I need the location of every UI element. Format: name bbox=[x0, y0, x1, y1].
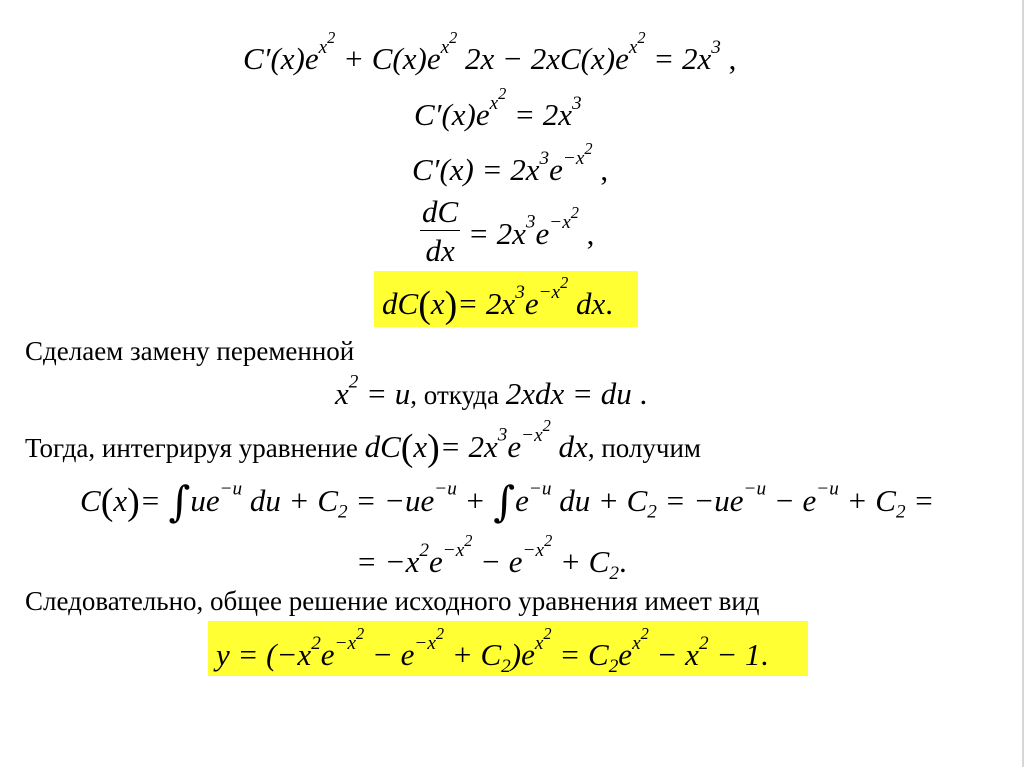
integral-sign-1: ∫ bbox=[168, 477, 191, 526]
conclusion-text: Следовательно, общее решение исходного уравнения имеет вид bbox=[25, 586, 760, 616]
equation-2: $C'(x)e^{x^2} = 2x^3$ bbox=[414, 84, 582, 133]
integrate-inline-equation: $dC(x)= 2x^3e^{-x^2}$ dx bbox=[364, 416, 588, 470]
fraction-dc-dx: $\frac{dC}{dx}$ bbox=[422, 194, 459, 268]
equation-6: $x^2 = u$, откуда 2xdx = du . bbox=[335, 371, 648, 411]
equation-8: = $-x^2e^{-x^2} - e^{-x^2} + C_2$. bbox=[356, 531, 627, 584]
equation-4: $\frac{dC}{dx}$ = $2x^3e^{-x^2}$ , bbox=[422, 194, 595, 268]
equation-5: $dC(x)= 2x^3e^{-x^2}$ dx. bbox=[382, 273, 613, 327]
integrate-intro: Тогда, интегрируя уравнение bbox=[25, 433, 365, 464]
integral-sign-2: ∫ bbox=[493, 477, 516, 526]
integrate-line bbox=[25, 416, 701, 470]
equation-3: $C'(x) = 2x^3e^{-x^2}$ , bbox=[412, 139, 609, 188]
integrate-outro: , получим bbox=[587, 433, 701, 464]
equation-9: $y = (-x^2e^{-x^2} - e^{-x^2} + C_2)e^{x^2} = C_2e^{x^2} - x^2 - 1$. bbox=[216, 624, 769, 677]
substitution-intro: Сделаем замену переменной bbox=[25, 336, 355, 366]
equation-7: $C(x)= \int ue^{-u}$ du + $C_2 = -ue^{-u} + \int e^{-u}$ du + $C_2 = -ue^{-u} - e^{-u} + C_2$ = bbox=[80, 477, 935, 526]
equation-1: $C'(x)e^{x^2} + C(x)e^{x^2}$ $2x - 2xC(x)e^{x^2} = 2x^3$ , bbox=[243, 28, 737, 77]
